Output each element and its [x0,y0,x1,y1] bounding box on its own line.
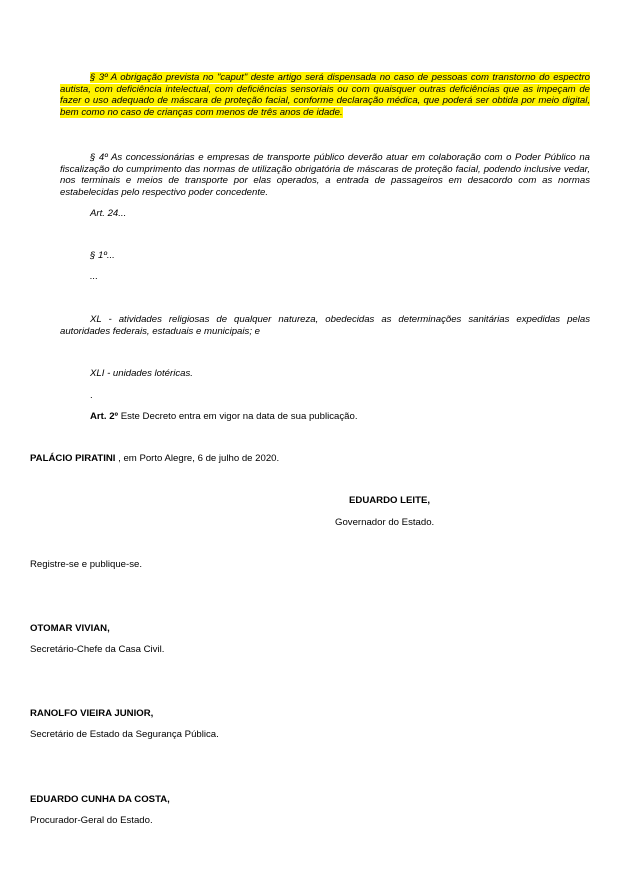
highlighted-text: § 3º A obrigação prevista no "caput" deste artigo será dispensada no caso de pessoas com transtorno do espectro autista, com deficiência intelectual, com deficiências sensoriais ou com quaisquer outras deficiências que as impeçam de fazer o uso adequado de máscara de proteção facial, conforme declaração médica, que poderá ser obtida por meio digital, bem como no caso de crianças com menos de três anos de idade. [60,72,590,118]
paragraph-4: § 4º As concessionárias e empresas de transporte público deverão atuar em colaboração com o Poder Público na fiscalização do cumprimento das normas de utilização obrigatória de máscaras de proteção facial, podendo inclusive vedar, nos terminais e meios de transporte por elas operados, a entrada de passageiros em desacordo com as normas estabelecidas pelo respectivo poder concedente. [60,152,590,198]
place-date-text: , em Porto Alegre, 6 de julho de 2020. [115,453,280,464]
art-2-text: Este Decreto entra em vigor na data de sua publicação. [118,411,358,422]
register-note: Registre-se e publique-se. [30,559,142,570]
signatory-name: EDUARDO CUNHA DA COSTA, [30,794,170,805]
signatory-name: OTOMAR VIVIAN, [30,623,110,634]
signatory-name: RANOLFO VIEIRA JUNIOR, [30,708,154,719]
governor-name: EDUARDO LEITE, [349,495,431,506]
paragraph-3 [60,72,590,118]
ellipsis: ... [90,271,98,282]
item-xli: XLI - unidades lotéricas. [90,368,193,379]
art-24: Art. 24... [90,208,127,219]
dot-line: . [90,390,93,401]
item-xl: XL - atividades religiosas de qualquer natureza, obedecidas as determinações sanitárias expedidas pelas autoridades federais, estaduais e municipais; e [60,314,590,337]
paragraph-1: § 1º... [90,250,115,261]
signatory-title: Procurador-Geral do Estado. [30,815,153,826]
signatory-title: Secretário-Chefe da Casa Civil. [30,644,165,655]
governor-title: Governador do Estado. [335,517,435,528]
signatory-title: Secretário de Estado da Segurança Pública. [30,729,219,740]
art-2-label: Art. 2º [90,411,119,422]
art-2 [90,411,357,423]
palace-name: PALÁCIO PIRATINI [30,453,116,464]
place-date [30,453,279,465]
